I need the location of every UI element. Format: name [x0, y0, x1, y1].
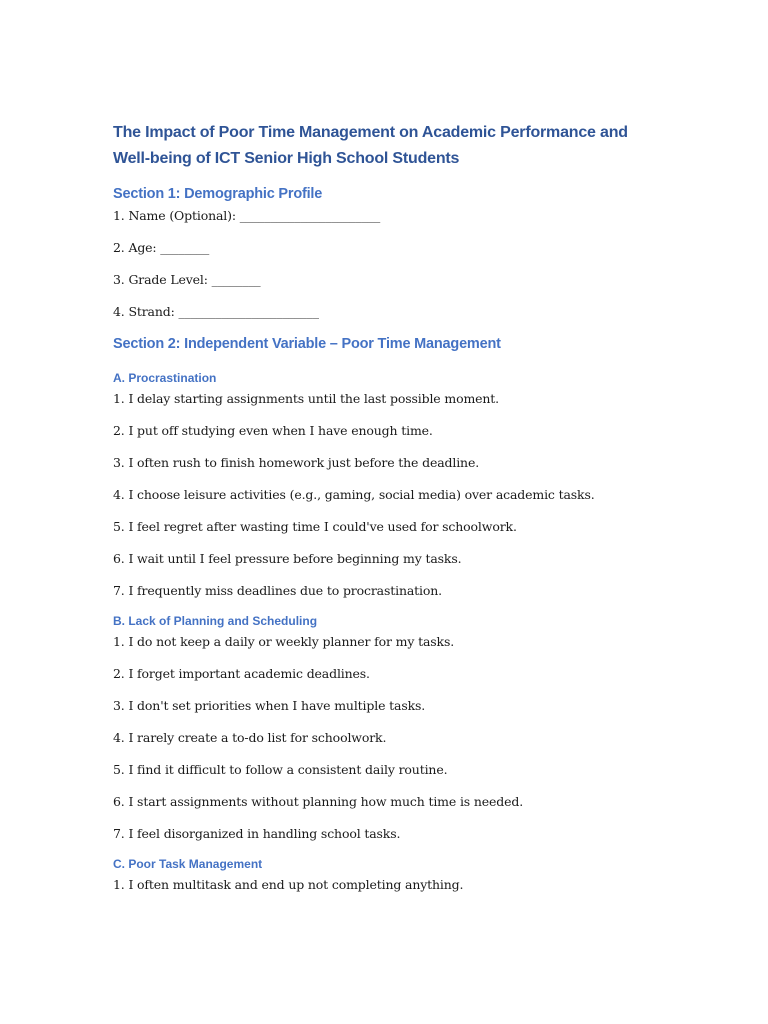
- planning-scheduling-list: [113, 633, 673, 843]
- list-item: 2. I forget important academic deadlines.: [113, 666, 370, 681]
- list-item: 4. I choose leisure activities (e.g., gaming, social media) over academic tasks.: [113, 487, 595, 502]
- list-item: 2. I put off studying even when I have enough time.: [113, 423, 433, 438]
- list-item: 5. I feel regret after wasting time I could've used for schoolwork.: [113, 519, 517, 534]
- demographic-strand-field: 4. Strand: _______________________: [113, 304, 319, 319]
- document-title: [113, 120, 673, 172]
- list-item: 6. I start assignments without planning how much time is needed.: [113, 794, 524, 809]
- list-item: 3. I often rush to finish homework just before the deadline.: [113, 455, 480, 470]
- section-2-heading: Section 2: Independent Variable – Poor Time Management: [113, 336, 501, 352]
- list-item: 7. I frequently miss deadlines due to procrastination.: [113, 583, 442, 598]
- list-item: 4. I rarely create a to-do list for schoolwork.: [113, 730, 387, 745]
- list-item: 1. I often multitask and end up not completing anything.: [113, 877, 464, 892]
- list-item: 6. I wait until I feel pressure before beginning my tasks.: [113, 551, 462, 566]
- list-item: 3. I don't set priorities when I have multiple tasks.: [113, 698, 426, 713]
- list-item: 1. I delay starting assignments until the last possible moment.: [113, 391, 500, 406]
- list-item: 5. I find it difficult to follow a consistent daily routine.: [113, 762, 448, 777]
- demographic-grade-level-field: 3. Grade Level: ________: [113, 272, 261, 287]
- subsection-b-heading: B. Lack of Planning and Scheduling: [113, 614, 318, 628]
- demographic-name-field: 1. Name (Optional): _______________________: [113, 208, 381, 223]
- document-title-line-1: The Impact of Poor Time Management on Academic Performance and: [113, 124, 628, 141]
- subsection-c-heading: C. Poor Task Management: [113, 857, 263, 871]
- subsection-a-heading: A. Procrastination: [113, 371, 217, 385]
- document-title-line-2: Well-being of ICT Senior High School Students: [113, 150, 460, 167]
- task-management-list: [113, 876, 673, 894]
- procrastination-list: [113, 390, 673, 600]
- demographic-list: [113, 207, 673, 321]
- document-page: [113, 120, 673, 908]
- demographic-age-field: 2. Age: ________: [113, 240, 210, 255]
- list-item: 1. I do not keep a daily or weekly planner for my tasks.: [113, 634, 455, 649]
- list-item: 7. I feel disorganized in handling school tasks.: [113, 826, 401, 841]
- section-1-heading: Section 1: Demographic Profile: [113, 186, 323, 202]
